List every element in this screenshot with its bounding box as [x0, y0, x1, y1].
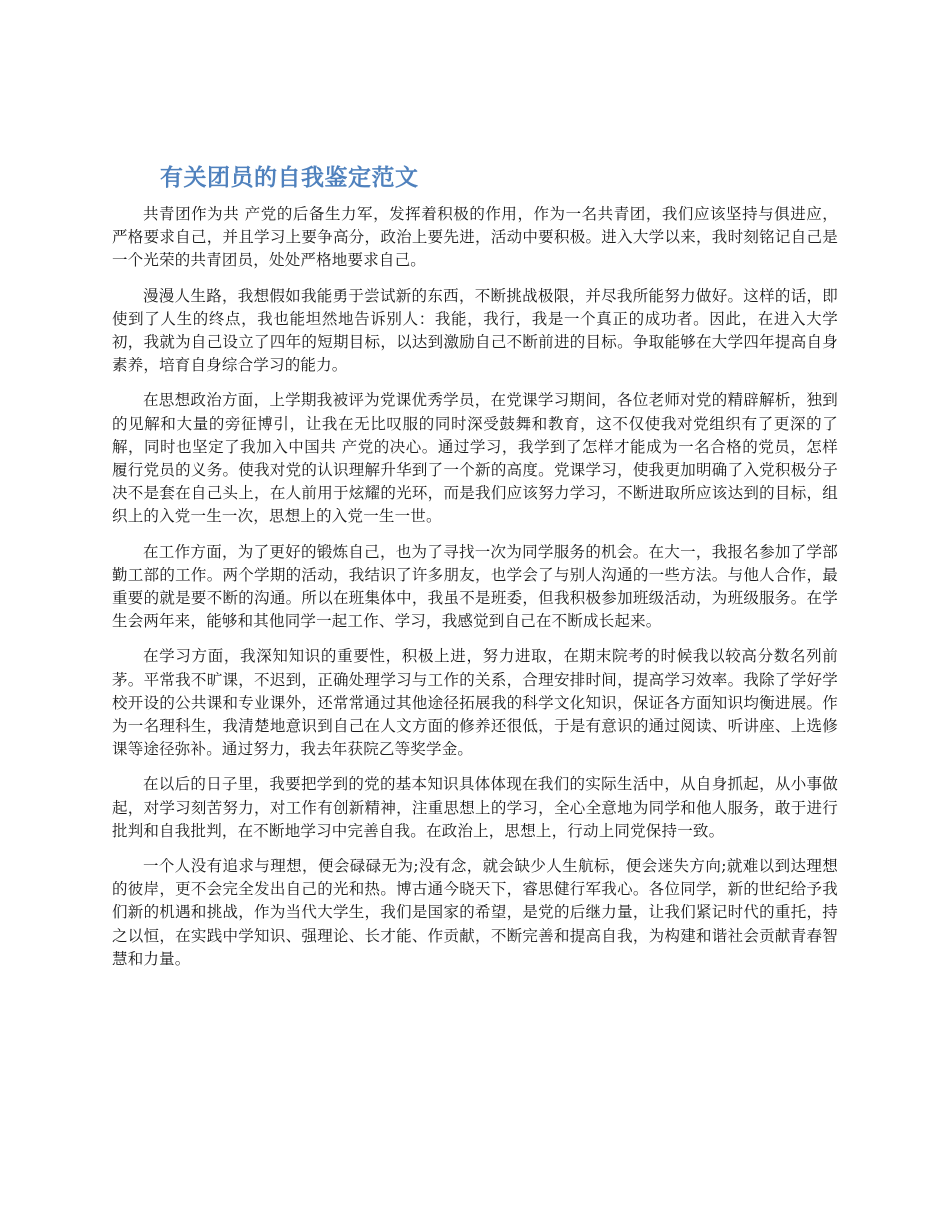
paragraph-4: 在工作方面，为了更好的锻炼自己，也为了寻找一次为同学服务的机会。在大一，我报名参加了学部勤工部的工作。两个学期的活动，我结识了许多朋友，也学会了与别人沟通的一些方法。与他人合作，最重要的就是要不断的沟通。所以在班集体中，我虽不是班委，但我积极参加班级活动，为班级服务。在学生会两年来，能够和其他同学一起工作、学习，我感觉到自己在不断成长起来。: [112, 542, 838, 631]
paragraph-7: 一个人没有追求与理想，便会碌碌无为;没有念，就会缺少人生航标，便会迷失方向;就难以到达理想的彼岸，更不会完全发出自己的光和热。博古通今晓天下，睿思健行军我心。各位同学，新的世纪给予我们新的机遇和挑战，作为当代大学生，我们是国家的希望，是党的后继力量，让我们紧记时代的重托，持之以恒，在实践中学知识、强理论、长才能、作贡献，不断完善和提高自我，为构建和谐社会贡献青春智慧和力量。: [112, 857, 838, 968]
paragraph-5: 在学习方面，我深知知识的重要性，积极上进，努力进取，在期末院考的时候我以较高分数名列前茅。平常我不旷课，不迟到，正确处理学习与工作的关系，合理安排时间，提高学习效率。我除了学好学校开设的公共课和专业课外，还常常通过其他途径拓展我的科学文化知识，保证各方面知识均衡进展。作为一名理科生，我清楚地意识到自己在人文方面的修养还很低，于是有意识的通过阅读、听讲座、上选修课等途径弥补。通过努力，我去年获院乙等奖学金。: [112, 647, 838, 759]
document-body: [112, 203, 838, 983]
paragraph-1: 共青团作为共 产党的后备生力军，发挥着积极的作用，作为一名共青团，我们应该坚持与俱进应，严格要求自己，并且学习上要争高分，政治上要先进，活动中要积极。进入大学以来，我时刻铭记自己是一个光荣的共青团员，处处严格地要求自己。: [112, 205, 838, 270]
paragraph-6: 在以后的日子里，我要把学到的党的基本知识具体体现在我们的实际生活中，从自身抓起，从小事做起，对学习刻苦努力，对工作有创新精神，注重思想上的学习，全心全意地为同学和他人服务，敢于进行批判和自我批判，在不断地学习中完善自我。在政治上，思想上，行动上同党保持一致。: [112, 775, 838, 840]
document-title: 有关团员的自我鉴定范文: [160, 165, 419, 191]
paragraph-2: 漫漫人生路，我想假如我能勇于尝试新的东西，不断挑战极限，并尽我所能努力做好。这样的话，即使到了人生的终点，我也能坦然地告诉别人：我能，我行，我是一个真正的成功者。因此，在进入大学初，我就为自己设立了四年的短期目标，以达到激励自己不断前进的目标。争取能够在大学四年提高自身素养，培育自身综合学习的能力。: [112, 286, 838, 375]
paragraph-3: 在思想政治方面，上学期我被评为党课优秀学员，在党课学习期间，各位老师对党的精辟解析，独到的见解和大量的旁征博引，让我在无比叹服的同时深受鼓舞和教育，这不仅使我对党组织有了更深的了解，同时也坚定了我加入中国共 产党的决心。通过学习，我学到了怎样才能成为一名合格的党员，怎样履行党员的义务。使我对党的认识理解升华到了一个新的高度。党课学习，使我更加明确了入党积极分子决不是套在自己头上，在人前用于炫耀的光环，而是我们应该努力学习，不断进取所应该达到的目标，组织上的入党一生一次，思想上的入党一生一世。: [112, 391, 838, 526]
